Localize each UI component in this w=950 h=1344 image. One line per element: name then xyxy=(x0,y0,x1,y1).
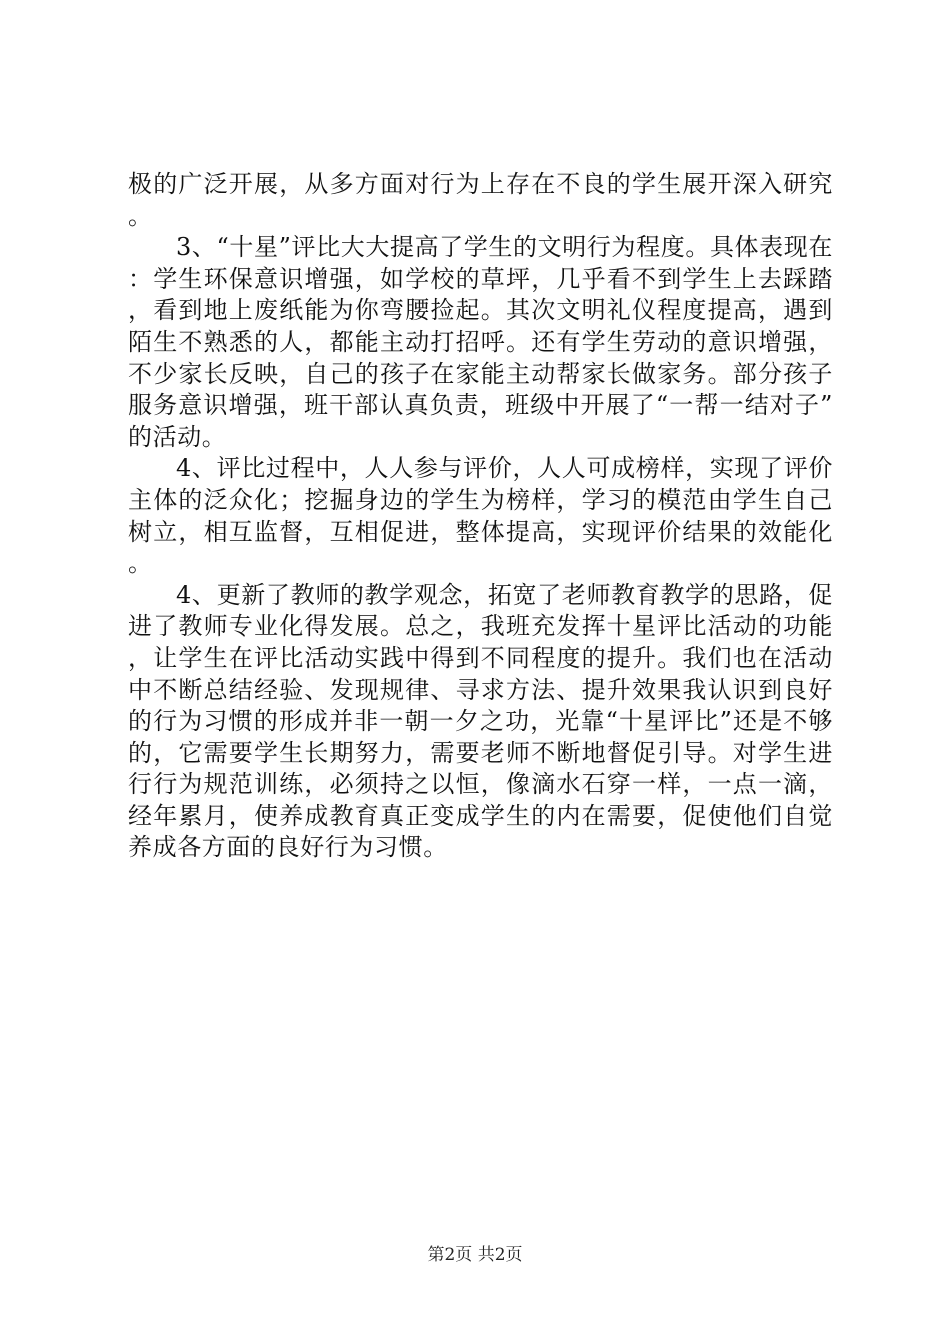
page-footer: 第2页 共2页 xyxy=(427,1245,523,1265)
paragraph-continuation: 极的广泛开展，从多方面对行为上存在不良的学生展开深入研究。 xyxy=(128,170,833,230)
paragraph-item-4b: 4、更新了教师的教学观念，拓宽了老师教育教学的思路，促进了教师专业化得发展。总之，我班充发挥十星评比活动的功能，让学生在评比活动实践中得到不同程度的提升。我们也在活动中不断总结经验、发现规律、寻求方法、提升效果我认识到良好的行为习惯的形成并非一朝一夕之功，光靠“十星评比”还是不够的，它需要学生长期努力，需要老师不断地督促引导。对学生进行行为规范训练，必须持之以恒，像滴水石穿一样，一点一滴，经年累月，使养成教育真正变成学生的内在需要，促使他们自觉养成各方面的良好行为习惯。 xyxy=(128,580,833,862)
paragraph-item-3: 3、“十星”评比大大提高了学生的文明行为程度。具体表现在：学生环保意识增强，如学校的草坪，几乎看不到学生上去踩踏，看到地上废纸能为你弯腰捡起。其次文明礼仪程度提高，遇到陌生不熟悉的人，都能主动打招呼。还有学生劳动的意识增强，不少家长反映，自己的孩子在家能主动帮家长做家务。部分孩子服务意识增强，班干部认真负责，班级中开展了“一帮一结对子”的活动。 xyxy=(128,233,833,451)
paragraph-item-4a: 4、评比过程中，人人参与评价，人人可成榜样，实现了评价主体的泛众化；挖掘身边的学生为榜样，学习的模范由学生自己树立，相互监督，互相促进，整体提高，实现评价结果的效能化。 xyxy=(128,454,833,578)
document-body xyxy=(128,169,833,864)
